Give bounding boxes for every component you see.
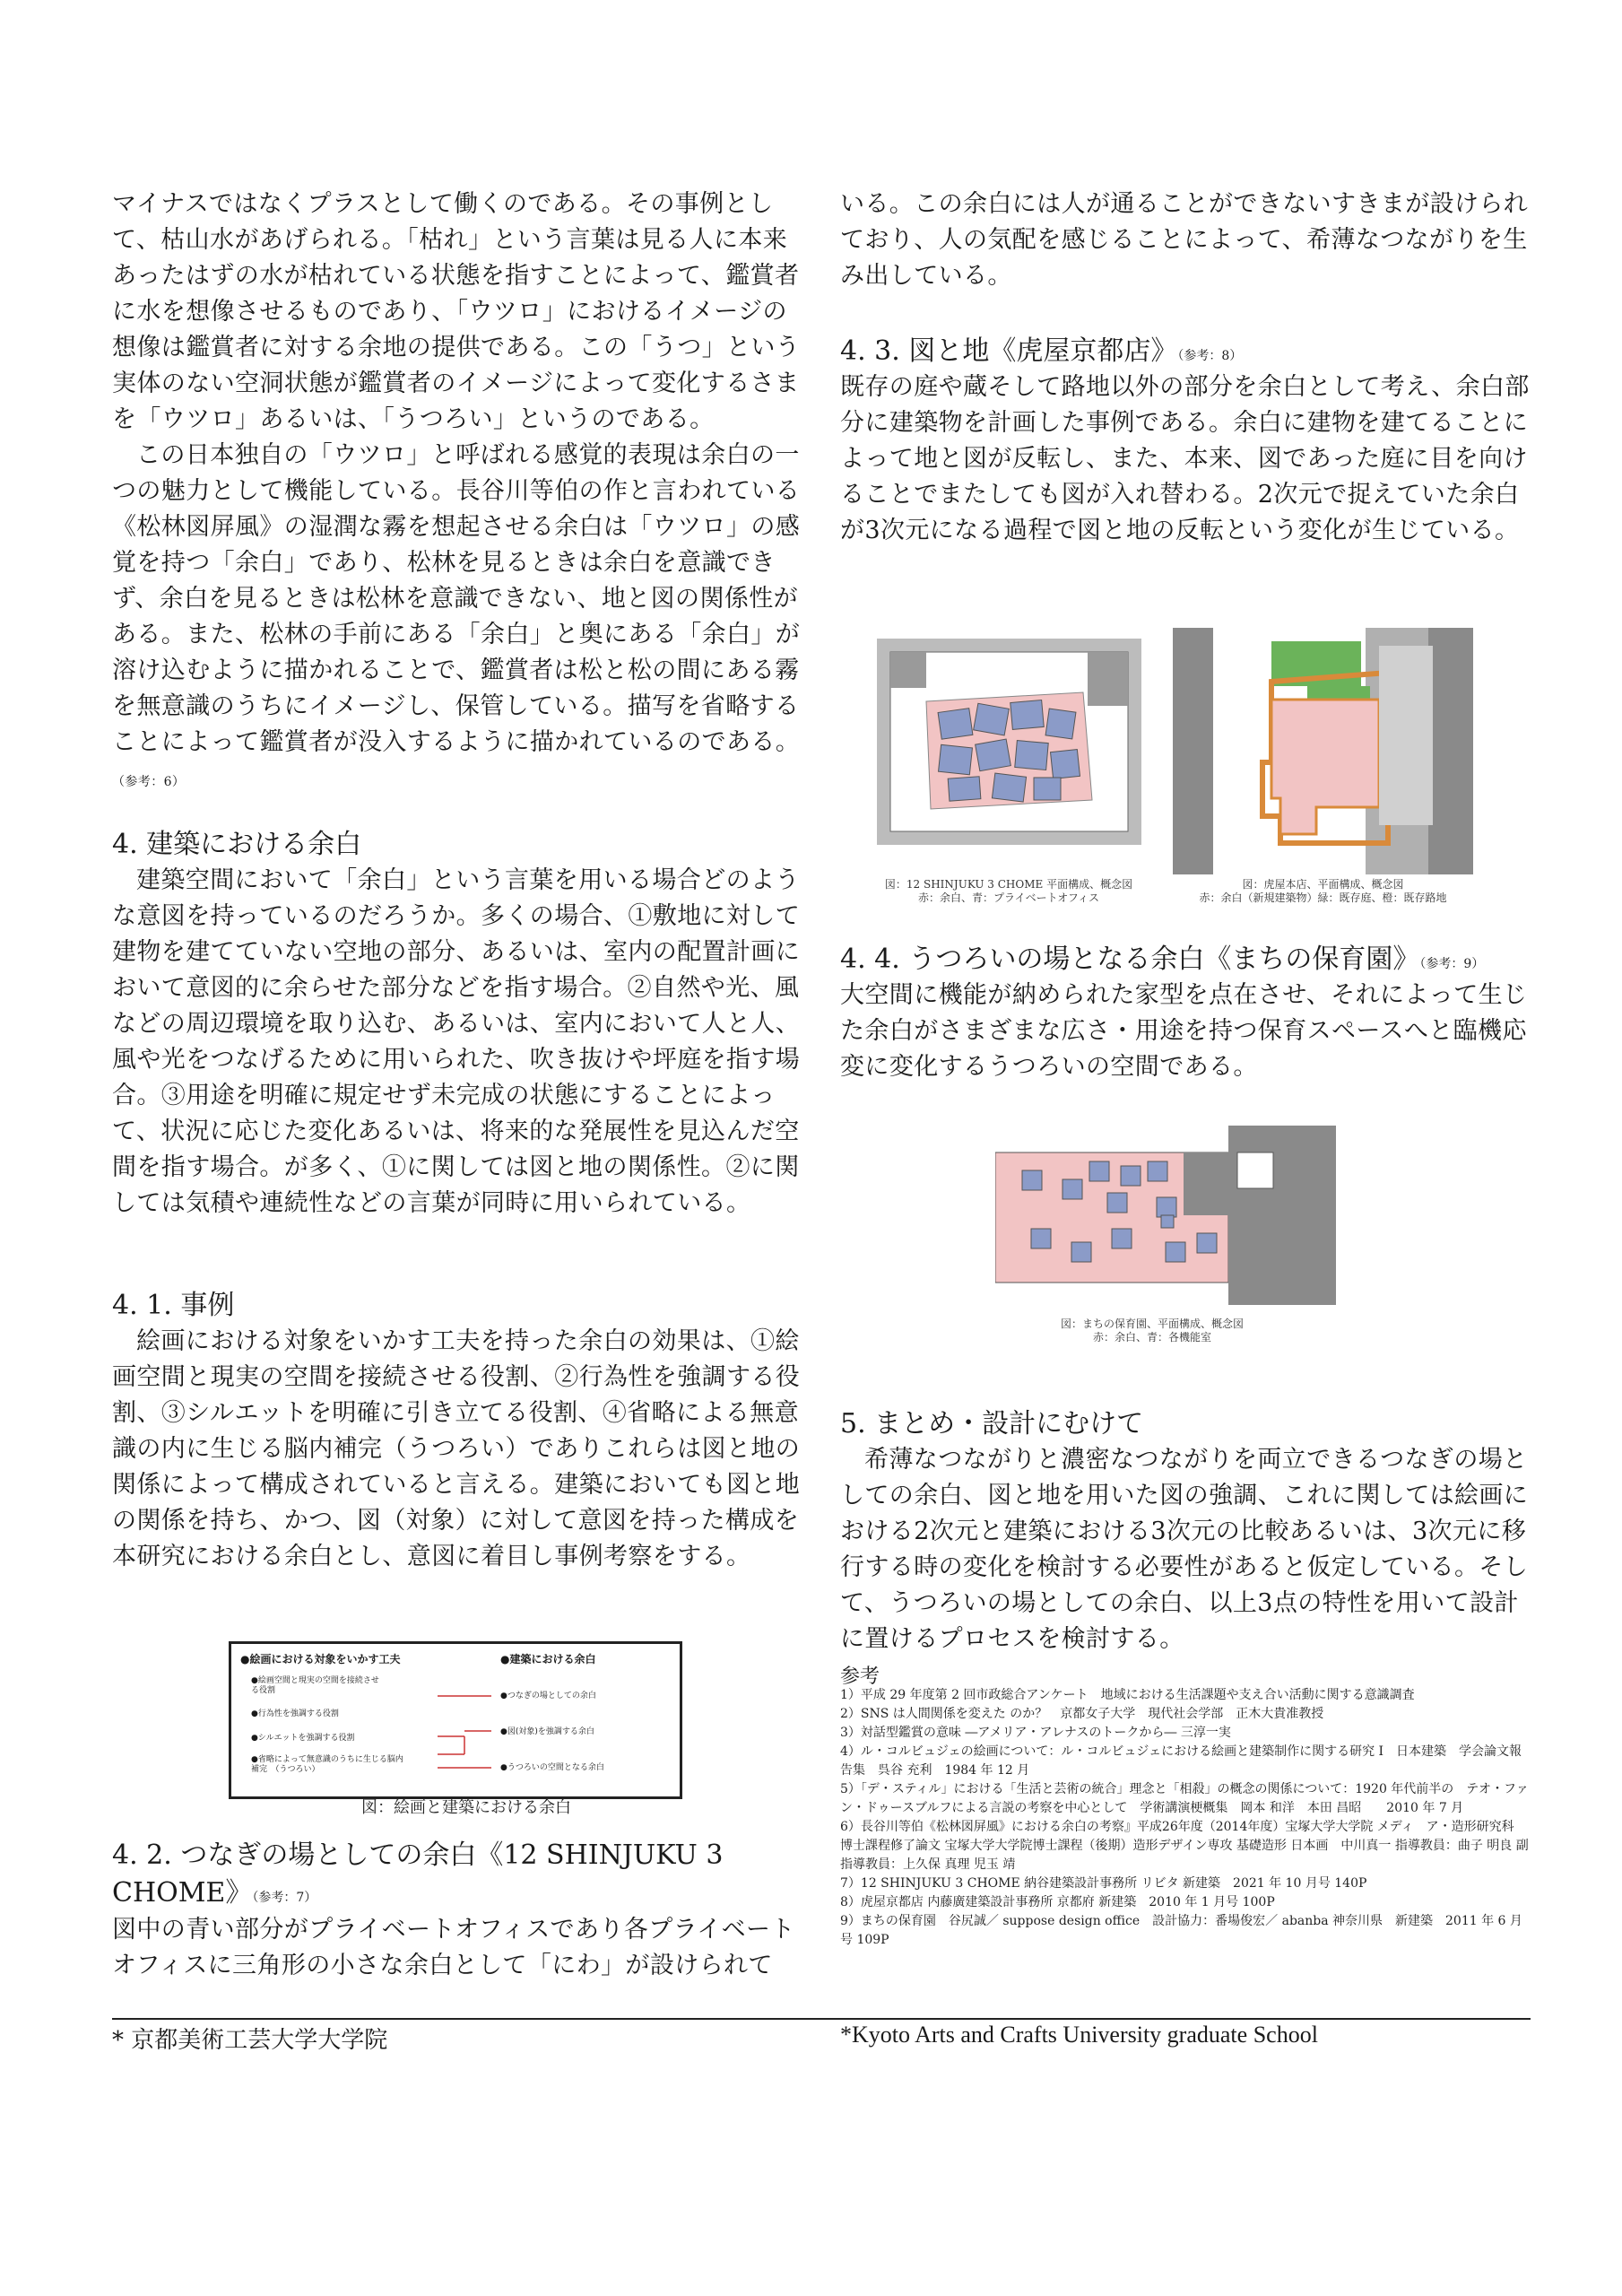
reference-marker: （参考：7） [252, 1891, 317, 1905]
shinjuku-plan-figure [877, 639, 1141, 845]
section-heading-4-3-text: 4. 3. 図と地《虎屋京都店》 [840, 335, 1178, 367]
reference-item: 6）長谷川等伯《松林図屏風》における余白の考察』平成26年度（2014年度）宝塚大学大学院 メディ ア・造形研究科 博士課程修了論文 宝塚大学大学院博士課程（後期）造形デザイン専攻 基礎造形 日本画 中川真一 指導教員：曲子 明良 副指導教員：上久保 真理 児玉 靖 [840, 1820, 1529, 1872]
right-paragraph-2: 既存の庭や蔵そして路地以外の部分を余白として考え、余白部分に建築物を計画した事例である。余白に建物を建てることによって地と図が反転し、また、本来、図であった庭に目を向けることでまたしても図が入れ替わる。2次元で捉えていた余白が3次元になる過程で図と地の反転という変化が生じている。 [840, 373, 1530, 544]
hoikuen-caption-line-1: 図：まちの保育園、平面構成、概念図 [1060, 1318, 1244, 1330]
reference-marker: （参考：8） [1177, 349, 1243, 363]
diagram-left-item: ●絵画空間と現実の空間を接続させる役割 [251, 1676, 379, 1695]
shinjuku-caption-line-1: 図：12 SHINJUKU 3 CHOME 平面構成、概念図 [884, 878, 1133, 891]
toraya-caption-line-1: 図：虎屋本店、平面構成、概念図 [1242, 878, 1404, 891]
reference-item: 7）12 SHINJUKU 3 CHOME 納谷建築設計事務所 リビタ 新建築 2021 年 10 月号 140P [840, 1876, 1367, 1891]
right-paragraph-3: 大空間に機能が納められた家型を点在させ、それによって生じた余白がさまざまな広さ・用途を持つ保育スペースへと臨機応変に変化するうつろいの空間である。 [840, 981, 1528, 1081]
diagram-left-heading: ●絵画における対象をいかす工夫 [240, 1653, 401, 1665]
section-heading-4-4-text: 4. 4. うつろいの場となる余白《まちの保育園》 [840, 944, 1420, 975]
diagram-left-item: ●シルエットを強調する役割 [251, 1734, 355, 1743]
reference-item: 8）虎屋京都店 内藤廣建築設計事務所 京都府 新建築 2010 年 1 月号 100P [840, 1895, 1275, 1909]
diagram-right-item: ●図(対象)を強調する余白 [500, 1727, 594, 1736]
left-paragraph-3: 建築空間において「余白」という言葉を用いる場合どのような意図を持っているのだろうか。多くの場合、①敷地に対して建物を建てていない空地の部分、あるいは、室内の配置計画において意図的に余らせた部分などを指す場合。②自然や光、風などの周辺環境を取り込む、あるいは、室内において人と人、風や光をつなげるために用いられた、吹き抜けや坪庭を指す場合。③用途を明確に規定せず未完成の状態にすることによって、状況に応じた変化あるいは、将来的な発展性を見込んだ空間を指す場合。が多く、①に関しては図と地の関係性。②に関しては気積や連続性などの言葉が同時に用いられている。 [112, 866, 801, 1217]
reference-marker: （参考：9） [1419, 957, 1485, 971]
diagram-right-heading: ●建築における余白 [500, 1653, 596, 1665]
section-heading-4-3 [840, 334, 1531, 374]
section-heading-5: 5. まとめ・設計にむけて [840, 1408, 1144, 1439]
footer-affiliation-en: *Kyoto Arts and Crafts University graduate School [840, 2022, 1318, 2048]
reference-item: 9）まちの保育園 谷尻誠／ suppose design office 設計協力：番場俊宏／ abanba 神奈川県 新建築 2011 年 6 月号 109P [840, 1914, 1522, 1947]
hoikuen-caption-line-2: 赤：余白、青：各機能室 [1092, 1331, 1211, 1344]
toraya-caption-line-2: 赤：余白（新規建築物）緑：既存庭、橙：既存路地 [1199, 891, 1447, 904]
diagram-right-item: ●つなぎの場としての余白 [500, 1692, 596, 1700]
reference-item: 4）ル・コルビュジェの絵画について：ル・コルビュジェにおける絵画と建築制作に関する研究 I 日本建築 学会論文報告集 呉谷 充利 1984 年 12 月 [840, 1744, 1522, 1778]
right-paragraph-4: 希薄なつながりと濃密なつながりを両立できるつなぎの場としての余白、図と地を用いた図の強調、これに関しては絵画における2次元と建築における3次元の比較あるいは、3次元に移行する時の変化を検討する必要性があると仮定している。そして、うつろいの場としての余白、以上3点の特性を用いて設計に置けるプロセスを検討する。 [840, 1446, 1529, 1653]
references-list [840, 1686, 1531, 1950]
left-paragraph-2-text: この日本独自の「ウツロ」と呼ばれる感覚的表現は余白の一つの魅力として機能している。長谷川等伯の作と言われている《松林図屏風》の湿潤な霧を想起させる余白は「ウツロ」の感覚を持つ「余白」であり、松林を見るときは余白を意識できず、余白を見るときは松林を意識できない、地と図の関係性がある。また、松林の手前にある「余白」と奥にある「余白」が溶け込むように描かれることで、鑑賞者は松と松の間にある霧を無意識のうちにイメージし、保管している。描写を省略することによって鑑賞者が没入するように描かれているのである。 [112, 441, 801, 756]
diagram-figure [229, 1641, 682, 1799]
diagram-right-item: ●うつろいの空間となる余白 [500, 1763, 604, 1772]
footer-affiliation-ja: * 京都美術工芸大学大学院 [112, 2027, 388, 2054]
section-heading-4-1: 4. 1. 事例 [112, 1290, 235, 1321]
section-heading-4: 4. 建築における余白 [112, 829, 362, 860]
right-paragraph-1: いる。この余白には人が通ることができないすきまが設けられており、人の気配を感じることによって、希薄なつながりを生み出している。 [840, 190, 1529, 290]
diagram-left-item: ●行為性を強調する役割 [251, 1709, 339, 1718]
section-heading-4-2-text: 4. 2. つなぎの場としての余白《12 SHINJUKU 3 CHOME》 [112, 1839, 724, 1909]
reference-marker: （参考：6） [112, 775, 186, 789]
section-heading-4-4 [840, 942, 1531, 982]
left-paragraph-4: 絵画における対象をいかす工夫を持った余白の効果は、①絵画空間と現実の空間を接続させる役割、②行為性を強調する役割、③シルエットを明確に引き立てる役割、④省略による無意識の内に生じる脳内補完（うつろい）でありこれらは図と地の関係によって構成されていると言える。建築においても図と地の関係を持ち、かつ、図（対象）に対して意図を持った構成を本研究における余白とし、意図に着目し事例考察をする。 [112, 1327, 801, 1570]
shinjuku-caption-line-2: 赤：余白、青：プライベートオフィス [918, 891, 1099, 904]
left-paragraph-2 [112, 438, 802, 800]
footer-rule [112, 2018, 1531, 2020]
diagram-caption: 図：絵画と建築における余白 [361, 1798, 571, 1817]
reference-item: 5）「デ・スティル」における「生活と芸術の統合」理念と「相殺」の概念の関係について：1920 年代前半の テオ・ファン・ドゥースブルフによる言説の考察を中心として 学術講演梗概集 岡本 和洋 本田 昌昭 2010 年 7 月 [840, 1782, 1529, 1815]
diagram-left-item: ●省略によって無意識のうちに生じる脳内補完 （うつろい） [251, 1755, 403, 1774]
reference-item: 3）対話型鑑賞の意味 ―アメリア・アレナスのトークから― 三淳一実 [840, 1726, 1231, 1740]
left-paragraph-1: マイナスではなくプラスとして働くのである。その事例として、枯山水があげられる。「枯れ」という言葉は見る人に本来あったはずの水が枯れている状態を指すことによって、鑑賞者に水を想像させるものであり、「ウツロ」におけるイメージの想像は鑑賞者に対する余地の提供である。この「うつ」という実体のない空洞状態が鑑賞者のイメージによって変化するさまを「ウツロ」あるいは、「うつろい」というのである。 [112, 190, 801, 433]
references-title: 参考 [840, 1665, 880, 1688]
left-paragraph-5: 図中の青い部分がプライベートオフィスであり各プライベートオフィスに三角形の小さな余白として「にわ」が設けられて [112, 1916, 795, 1979]
hoikuen-plan-figure [995, 1126, 1340, 1305]
reference-item: 2）SNS は人間関係を変えた のか？ 京都女子大学 現代社会学部 正木大貴准教授 [840, 1707, 1324, 1721]
toraya-plan-figure [1173, 628, 1473, 874]
reference-item: 1）平成 29 年度第 2 回市政総合アンケート 地域における生活課題や支え合い活動に関する意識調査 [840, 1688, 1415, 1702]
section-heading-4-2 [112, 1837, 802, 1917]
